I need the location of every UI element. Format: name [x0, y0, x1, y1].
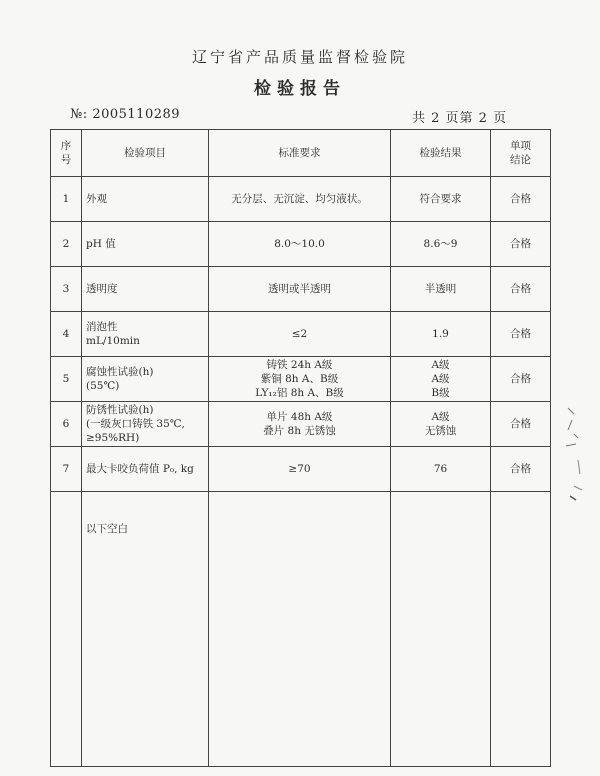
document-number: №: 2005110289: [70, 107, 181, 122]
table-row: [51, 222, 551, 267]
row-no: 5: [51, 357, 82, 402]
header-no: 序 号: [51, 130, 82, 177]
row-no: 1: [51, 177, 82, 222]
row-requirement: 单片 48h A级 叠片 8h 无锈蚀: [209, 402, 391, 447]
row-requirement: ≤2: [209, 312, 391, 357]
blank-cell: [391, 492, 491, 767]
header-verdict: 单项 结论: [491, 130, 551, 177]
blank-cell: [491, 492, 551, 767]
row-verdict: 合格: [491, 177, 551, 222]
row-requirement: ≥70: [209, 447, 391, 492]
row-no: 2: [51, 222, 82, 267]
row-item: 最大卡咬负荷值 P₀, kg: [82, 447, 209, 492]
row-requirement: 透明或半透明: [209, 267, 391, 312]
row-result: 符合要求: [391, 177, 491, 222]
row-no: 3: [51, 267, 82, 312]
row-verdict: 合格: [491, 402, 551, 447]
row-item: 透明度: [82, 267, 209, 312]
header-item: 检验项目: [82, 130, 209, 177]
row-result: 76: [391, 447, 491, 492]
header-requirement: 标准要求: [209, 130, 391, 177]
table-row: [51, 312, 551, 357]
table-row: [51, 357, 551, 402]
table-header-row: [51, 130, 551, 177]
row-no: 7: [51, 447, 82, 492]
table-row: [51, 177, 551, 222]
row-result: A级 无锈蚀: [391, 402, 491, 447]
row-result: A级 A级 B级: [391, 357, 491, 402]
row-item: 防锈性试验(h) (一级灰口铸铁 35℃, ≥95%RH): [82, 402, 209, 447]
org-name: 辽宁省产品质量监督检验院: [191, 48, 408, 66]
row-requirement: 铸铁 24h A级 紫铜 8h A、B级 LY₁₂铝 8h A、B级: [209, 357, 391, 402]
table-row: [51, 267, 551, 312]
row-verdict: 合格: [491, 447, 551, 492]
header-result: 检验结果: [391, 130, 491, 177]
page-indicator: 共 2 页第 2 页: [412, 111, 508, 126]
row-result: 半透明: [391, 267, 491, 312]
row-result: 1.9: [391, 312, 491, 357]
row-verdict: 合格: [491, 222, 551, 267]
row-no: 6: [51, 402, 82, 447]
row-verdict: 合格: [491, 357, 551, 402]
blank-note: 以下空白: [82, 492, 209, 767]
row-item: 消泡性 mL/10min: [82, 312, 209, 357]
row-requirement: 8.0～10.0: [209, 222, 391, 267]
blank-cell: [51, 492, 82, 767]
margin-scribble-mark: [560, 400, 590, 520]
row-result: 8.6～9: [391, 222, 491, 267]
blank-row: [51, 492, 551, 767]
row-verdict: 合格: [491, 312, 551, 357]
report-title: 检验报告: [254, 79, 346, 99]
row-verdict: 合格: [491, 267, 551, 312]
table-row: [51, 447, 551, 492]
row-item: 外观: [82, 177, 209, 222]
row-item: pH 值: [82, 222, 209, 267]
row-no: 4: [51, 312, 82, 357]
blank-cell: [209, 492, 391, 767]
row-requirement: 无分层、无沉淀、均匀液状。: [209, 177, 391, 222]
row-item: 腐蚀性试验(h) (55℃): [82, 357, 209, 402]
report-table: [50, 129, 551, 767]
table-row: [51, 402, 551, 447]
